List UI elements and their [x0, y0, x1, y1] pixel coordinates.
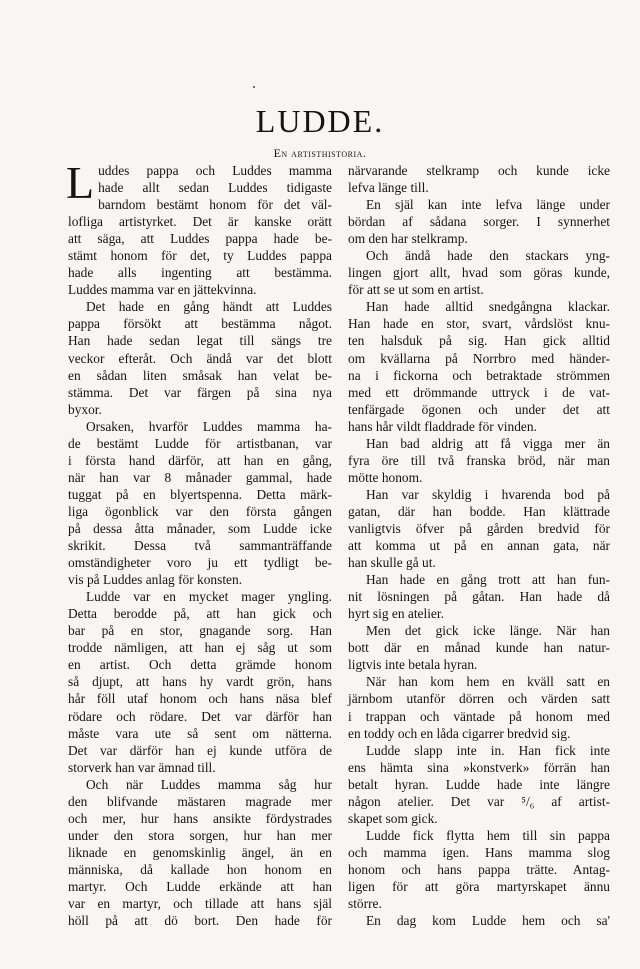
text-line: och mamma igen. Hans mamma slog	[348, 844, 610, 860]
text-line: att komma ut på en annan gata, när	[348, 538, 610, 554]
text-line: ligtvis inte betala hyran.	[348, 657, 478, 673]
text-line: Han hade alltid snedgångna klackar.	[366, 299, 610, 315]
text-line: Han bad aldrig att få vigga mer än	[366, 435, 610, 451]
text-line: var en martyr, och tillade att hans själ	[68, 896, 332, 912]
text-line: Han hade sedan legat till sängs tre	[68, 333, 332, 349]
text-line: fyra öre till två franska bröd, när man	[348, 452, 610, 468]
text-line: på dessa åtta månader, som Ludde icke	[68, 520, 332, 536]
text-line: hade alls ingenting att bestämma.	[68, 265, 332, 281]
text-line: ligen för att göra martyrskapet ännu	[348, 878, 610, 894]
text-line: så djupt, att hans hy vardt grön, hans	[68, 674, 332, 690]
ink-speck	[253, 86, 255, 88]
text-line: en artist. Och detta grämde honom	[68, 657, 332, 673]
text-line: Han var skyldig i hvarenda bod på	[366, 486, 610, 502]
text-line: de bestämt Ludde för artistbanan, var	[68, 435, 332, 451]
text-line: Ludde slapp inte in. Han fick inte	[366, 742, 610, 758]
text-line: Ludde var en mycket mager yngling.	[86, 589, 332, 605]
text-line: tenfärgade ögonen och under det att	[348, 401, 610, 417]
text-line: storverk han var ämnad till.	[68, 759, 216, 775]
text-line: någon atelier. Det var ⁵/₆ af artist-	[348, 793, 610, 809]
text-line: ens hämta sina »konstverk» förrän han	[348, 759, 610, 775]
text-line: han skulle gå ut.	[348, 555, 436, 571]
text-line: ten halsduk på sig. Han gick alltid	[348, 333, 610, 349]
text-line: människa, då kallade hon honom en	[68, 861, 332, 877]
text-line: i trappan och väntade på honom med	[348, 708, 610, 724]
text-line: mötte honom.	[348, 469, 423, 485]
text-line: Och när Luddes mamma såg hur	[86, 776, 332, 792]
drop-cap: L	[66, 157, 95, 208]
text-line: Detta berodde på, att han gick och	[68, 606, 332, 622]
text-line: skrikit. Dessa två sammanträffande	[68, 538, 332, 554]
text-line: hade allt sedan Luddes tidigaste	[98, 180, 332, 196]
text-line: byxor.	[68, 401, 102, 417]
text-line: bott där en månad kunde han natur-	[348, 640, 610, 656]
text-line: betalt hyran. Ludde hade inte längre	[348, 776, 610, 792]
text-line: stämt honom för det, ty Luddes pappa	[68, 248, 332, 264]
text-line: En själ kan inte lefva länge under	[366, 197, 610, 213]
text-line: hans hår vildt fladdrade för vinden.	[348, 418, 537, 434]
text-line: den blifvande mästaren magrade mer	[68, 793, 332, 809]
text-line: hår föll utaf honom och hans näsa blef	[68, 691, 332, 707]
text-line: Luddes mamma var en jättekvinna.	[68, 282, 257, 298]
text-line: bar på en stor, gnagande sorg. Han	[68, 623, 332, 639]
text-line: tuggat på en blyertspenna. Detta märk-	[68, 486, 332, 502]
text-line: honom och hans pappa trätte. Antag-	[348, 861, 610, 877]
text-line: att säga, att Luddes pappa hade be-	[68, 231, 332, 247]
text-line: skapet som gick.	[348, 810, 438, 826]
text-line: om kvällarna på Norrbro med händer-	[348, 350, 610, 366]
text-line: närvarande stelkramp och kunde icke	[348, 163, 610, 178]
text-line: Orsaken, hvarför Luddes mamma ha-	[86, 418, 332, 434]
text-line: gatan, där han bodde. Han klättrade	[348, 503, 610, 519]
text-line: i första hand därför, att han en gång,	[68, 452, 332, 468]
text-line: när han var 8 månader gammal, hade	[68, 469, 332, 485]
text-line: en sådan liten småsak han velat be-	[68, 367, 332, 383]
text-line: järnbom utanför dörren och värden satt	[348, 691, 610, 707]
text-line: för att se ut som en artist.	[348, 282, 484, 298]
text-line: om den har stelkramp.	[348, 231, 468, 247]
text-line: större.	[348, 896, 382, 912]
page-title: LUDDE.	[255, 103, 385, 139]
text-line: När han kom hem en kväll satt en	[366, 674, 610, 690]
text-line: trodde nämligen, att han ej såg ut som	[68, 640, 332, 656]
text-line: måste vara ute så sent om nätterna.	[68, 725, 332, 741]
text-line: lefva länge till.	[348, 180, 429, 196]
text-line: lingen gjort allt, hvad som göras kunde,	[348, 265, 610, 281]
text-line: barndom bestämt honom för det väl-	[98, 197, 332, 213]
text-line: en toddy och en låda cigarrer bredvid sig.	[348, 725, 571, 741]
text-line: Och ändå hade den stackars yng-	[366, 248, 610, 264]
text-line: veckor efteråt. Och ändå var det blott	[68, 350, 332, 366]
text-line: omständigheter voro ju ett tydligt be-	[68, 555, 332, 571]
text-line: liknade en genomskinlig ängel, än en	[68, 844, 332, 860]
text-line: pappa försökt att bestämma något.	[68, 316, 332, 332]
text-line: Han hade en gång trott att han fun-	[366, 572, 610, 588]
text-line: bördan af sådana sorger. I synnerhet	[348, 214, 610, 230]
text-line: hyrt sig en atelier.	[348, 606, 444, 622]
text-line: Det var därför han ej kunde utföra de	[68, 742, 332, 758]
text-line: martyr. Och Ludde erkände att han	[68, 878, 332, 894]
text-line: Men det gick icke länge. När han	[366, 623, 610, 639]
text-line: vanligtvis öfver på gården bredvid för	[348, 520, 610, 536]
text-line: nit lösningen på gåtan. Han hade då	[348, 589, 610, 605]
text-line: En dag kom Ludde hem och sa'	[366, 913, 610, 929]
text-line: stämma. Det var färgen på sina nya	[68, 384, 332, 400]
text-line: lofliga artistyrket. Det är kanske orätt	[68, 214, 332, 230]
text-line: höll på att dö bort. Den hade för	[68, 913, 332, 929]
text-line: med ett drömmande uttryck i de vat-	[348, 384, 610, 400]
text-line: Han hade en stor, svart, vårdslöst knu-	[348, 316, 610, 332]
text-line: liga ögonblick var den första gången	[68, 503, 332, 519]
text-line: rödare och rödare. Det var därför han	[68, 708, 332, 724]
left-column	[66, 157, 332, 929]
right-column	[348, 162, 610, 929]
text-line: vis på Luddes anlag för konsten.	[68, 572, 243, 588]
text-line: Ludde fick flytta hem till sin pappa	[366, 827, 610, 843]
text-line: Det hade en gång händt att Luddes	[86, 299, 332, 315]
text-line: uddes pappa och Luddes mamma	[98, 163, 332, 178]
page-subtitle: En artisthistoria.	[273, 146, 367, 160]
text-line: na i fickorna och betraktade strömmen	[348, 367, 610, 383]
text-line: under den stora sorgen, hur han mer	[68, 827, 332, 843]
text-line: och mer, hur hans ansikte fördystrades	[68, 810, 332, 826]
